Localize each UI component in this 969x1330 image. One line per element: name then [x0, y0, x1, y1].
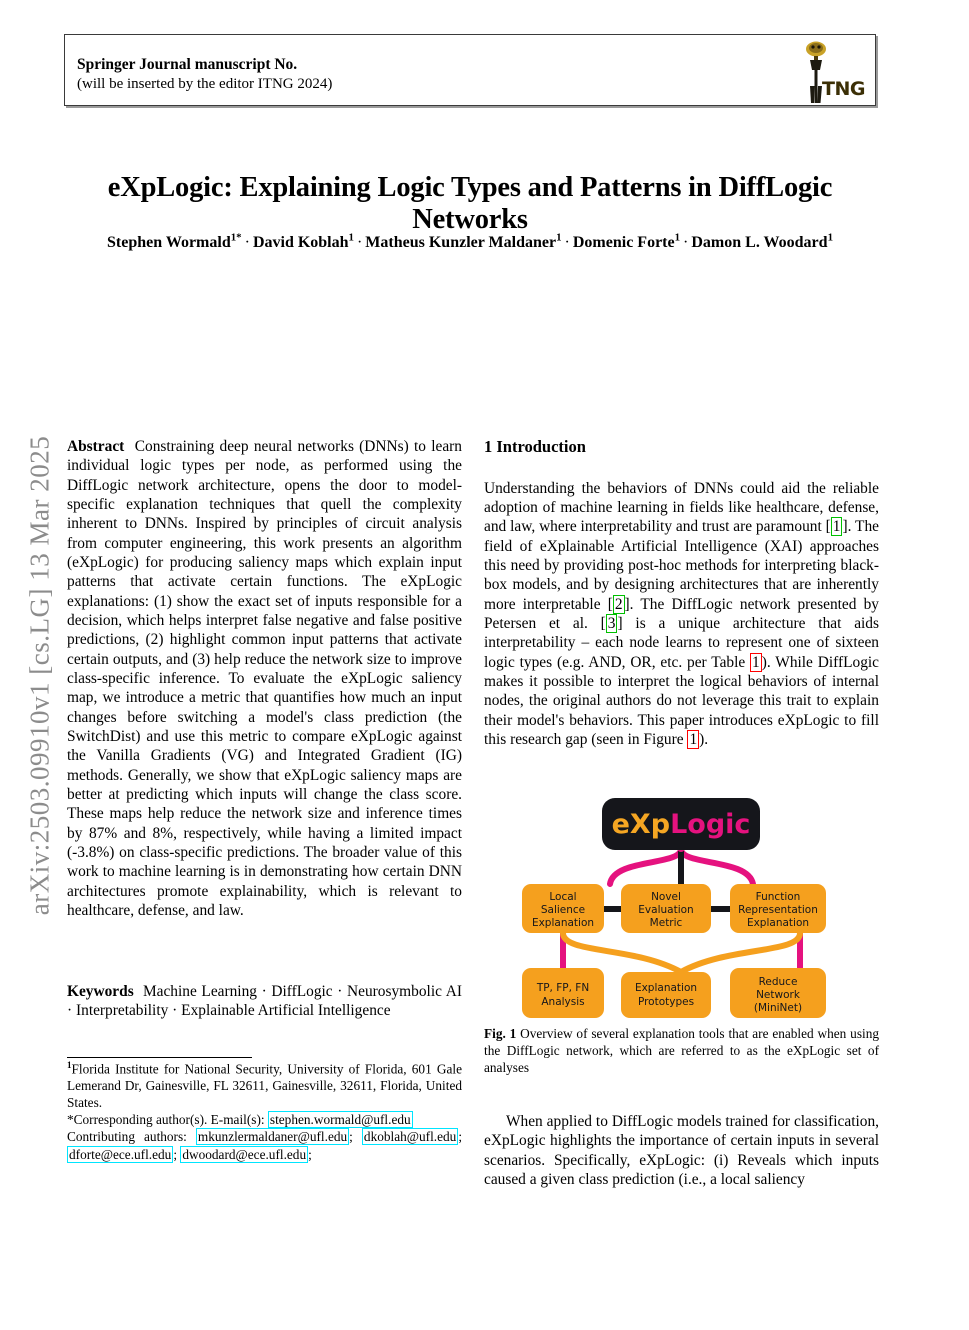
author-separator: · — [244, 234, 250, 252]
author-name: David Koblah — [252, 234, 349, 252]
figure-caption-text: Overview of several explanation tools that are enabled when using the DiffLogic network, which are referred to as the eXpLogic set of analyses — [484, 1026, 879, 1075]
svg-text:Network: Network — [756, 989, 800, 1001]
connector-function-to-prototypes — [681, 933, 800, 972]
abstract-block — [67, 437, 462, 920]
email-link-contributing[interactable]: mkunzlermaldaner@ufl.edu — [197, 1129, 348, 1145]
author-entry — [365, 234, 561, 251]
svg-text:Local: Local — [549, 891, 577, 903]
email-link-contributing[interactable]: dkoblah@ufl.edu — [363, 1129, 457, 1145]
email-separator: ; — [458, 1129, 463, 1145]
svg-text:Prototypes: Prototypes — [637, 996, 695, 1008]
figure-node-tp-fp-fn-analysis — [522, 968, 604, 1018]
keyword-item: Interpretability — [76, 1002, 169, 1020]
abstract-text: Constraining deep neural networks (DNNs) to learn individual logic types per node, as performed using the DiffLogic network architecture, opens the door to model-specific explanation techniques that quell the complexity inherent to DNNs. Inspired by principles of circuit analysis from computer engineering, this work presents an algorithm (eXpLogic) for producing saliency maps which explain input patterns that activate certain functions. The eXpLogic explanations: (1) show the exact set of inputs responsible for a decision, which helps interpret false negative and false positive predictions, (2) highlight common input patterns that activate certain outputs, and (3) help reduce the network size to improve class-specific inference. To evaluate the eXpLogic saliency map, we introduce a metric that quantifies how much an input changes before switching a model's class prediction (the SwitchDist) and use this metric to compare eXpLogic against the Vanilla Gradients (VG) and Integrated Gradient (IG) methods. Generally, we show that eXpLogic saliency maps are better at predicting which inputs will change the class score. These maps help reduce the network size and inference times by 87% and 8%, respectively, while having a limited impact (-3.8%) on class-specific predictions. The broader value of this work to machine learning is in demonstrating how certain DNN architectures promote explainability, which is relevant to healthcare, defense, and law. — [67, 438, 462, 919]
figure-ref-1[interactable]: 1 — [689, 730, 698, 748]
arxiv-stamp — [0, 0, 64, 1330]
author-affil-marker: 1 — [556, 232, 562, 244]
logo-part-magenta: Logic — [670, 809, 751, 840]
author-name: Matheus Kunzler Maldaner — [365, 234, 557, 252]
author-separator: · — [683, 234, 689, 252]
svg-text:Novel: Novel — [651, 891, 681, 903]
svg-text:Explanation: Explanation — [746, 917, 810, 929]
email-link-contributing[interactable]: dforte@ece.ufl.edu — [69, 1146, 172, 1162]
svg-text:(MiniNet): (MiniNet) — [753, 1002, 803, 1014]
footnote-divider — [67, 1057, 252, 1058]
citation-ref-1[interactable]: 1 — [832, 518, 841, 536]
author-affil-marker: 1 — [348, 232, 354, 244]
introduction-paragraph — [484, 479, 879, 750]
email-separator: ; — [173, 1146, 178, 1162]
svg-text:Analysis: Analysis — [541, 996, 585, 1008]
connector-root-to-function-representation — [681, 849, 753, 884]
keyword-item: Neurosymbolic AI — [347, 983, 462, 1000]
keyword-item: DiffLogic — [271, 983, 333, 1000]
figure-1-svg — [484, 786, 879, 1024]
intro-text-f: ). — [699, 730, 709, 748]
keyword-item: Machine Learning — [142, 983, 257, 1000]
author-name: Damon L. Woodard — [691, 234, 828, 252]
tng-logo-text: TNG — [822, 78, 865, 100]
author-name: Stephen Wormald — [107, 234, 231, 252]
svg-text:TP, FP, FN: TP, FP, FN — [536, 982, 590, 994]
author-affil-marker: 1* — [230, 232, 242, 244]
svg-text:Explanation: Explanation — [531, 917, 595, 929]
figure-node-explanation-prototypes — [621, 972, 711, 1018]
figure-node-reduce-network-mininet — [730, 968, 826, 1018]
svg-text:Salience: Salience — [540, 904, 586, 916]
author-list — [64, 232, 876, 252]
email-separator: ; — [349, 1129, 353, 1145]
intro-text-b: ]. The field of eXplainable Artificial Intelligence (XAI) approaches this need by providing post-hoc methods for interpreting black-box models, and by designing architectures that are inherently more interpretable [ — [484, 518, 879, 613]
keyword-separator: · — [337, 983, 343, 1000]
logo-part-orange: eXp — [611, 809, 671, 840]
keywords-block — [67, 982, 462, 1021]
svg-text:Evaluation: Evaluation — [638, 904, 694, 916]
left-column — [67, 437, 462, 920]
page-title: eXpLogic: Explaining Logic Types and Patterns in DiffLogic Networks — [107, 172, 833, 235]
figure-node-local-salience — [522, 884, 604, 933]
closing-paragraph: When applied to DiffLogic models trained for classification, eXpLogic highlights the importance of certain inputs in several scenarios. Specifically, eXpLogic: (i) Reveals which inputs caused a given class prediction (i.e., a local saliency — [484, 1113, 879, 1188]
journal-manuscript-label: Springer Journal manuscript No. — [77, 56, 298, 73]
citation-ref-2[interactable]: 2 — [614, 595, 623, 613]
svg-text:Explanation: Explanation — [634, 982, 698, 994]
contributing-authors-label: Contributing authors: — [67, 1129, 187, 1145]
author-affil-marker: 1 — [827, 232, 833, 244]
connector-root-to-local-salience — [610, 849, 681, 884]
author-entry — [253, 234, 354, 251]
journal-header-text — [77, 55, 332, 94]
tng-trophy-logo-icon — [789, 39, 867, 103]
keyword-separator: · — [261, 983, 267, 1000]
intro-text-d: ] is a unique architecture that aids interpretability – each node learns to represent one of sixteen logic types (e.g. AND, OR, etc. per Table — [484, 615, 879, 671]
affiliation-text: Florida Institute for National Security, University of Florida, 601 Gale Lemerand Dr, Gainesville, FL 32611, Gainesville, 32611, Florida, United States. — [67, 1061, 462, 1111]
intro-text-c: ]. The DiffLogic network presented by Petersen et al. [ — [484, 595, 879, 632]
figure-node-novel-evaluation-metric — [621, 884, 711, 933]
right-column — [484, 437, 879, 749]
figure-root-label — [612, 809, 751, 840]
figure-node-function-representation — [730, 884, 826, 933]
keyword-separator: · — [67, 1002, 73, 1020]
svg-text:Representation: Representation — [738, 904, 818, 916]
connector-local-to-prototypes — [563, 933, 681, 972]
keywords-label: Keywords — [67, 983, 134, 1000]
author-separator: · — [356, 234, 363, 252]
table-ref-1[interactable]: 1 — [752, 653, 760, 671]
svg-text:Reduce: Reduce — [758, 976, 798, 988]
intro-text-e: ). While DiffLogic makes it possible to interpret the logical behaviors of internal nodes, the original authors do not leverage this trait to explain their model's behaviors. This paper introduces eXpLogic to fill this research gap (seen in Figure — [484, 653, 879, 748]
figure-1-caption — [484, 1026, 879, 1077]
journal-header-box — [64, 34, 876, 106]
keyword-item: Explainable Artificial Intelligence — [181, 1002, 391, 1020]
author-entry — [691, 234, 833, 251]
author-name: Domenic Forte — [572, 234, 675, 252]
keyword-separator: · — [172, 1002, 178, 1020]
figure-caption-label: Fig. 1 — [484, 1026, 517, 1041]
author-entry — [107, 234, 242, 251]
intro-text-a: Understanding the behaviors of DNNs could aid the reliable adoption of machine learning in fields like healthcare, defense, and law, where interpretability and trust are paramount [ — [484, 479, 879, 536]
author-separator: · — [564, 234, 570, 252]
footnote-block — [67, 1060, 462, 1163]
author-affil-marker: 1 — [674, 232, 681, 244]
author-entry — [573, 234, 680, 251]
journal-editor-note: (will be inserted by the editor ITNG 2024) — [77, 75, 333, 92]
email-separator: ; — [308, 1146, 312, 1162]
email-link-contributing[interactable]: dwoodard@ece.ufl.edu — [182, 1146, 307, 1162]
email-link-corresponding[interactable]: stephen.wormald@ufl.edu — [269, 1112, 411, 1128]
figure-1-diagram — [484, 786, 879, 1024]
section-heading-introduction: 1 Introduction — [484, 437, 586, 456]
citation-ref-3[interactable]: 3 — [607, 615, 616, 632]
arxiv-stamp-text: arXiv:2503.09910v1 [cs.LG] 13 Mar 2025 — [24, 435, 55, 916]
svg-text:Metric: Metric — [649, 917, 683, 929]
corresponding-author-label: *Corresponding author(s). E-mail(s): — [67, 1112, 265, 1128]
abstract-label: Abstract — [67, 438, 125, 455]
affiliation-marker: 1 — [67, 1060, 72, 1070]
svg-text:Function: Function — [755, 891, 801, 903]
